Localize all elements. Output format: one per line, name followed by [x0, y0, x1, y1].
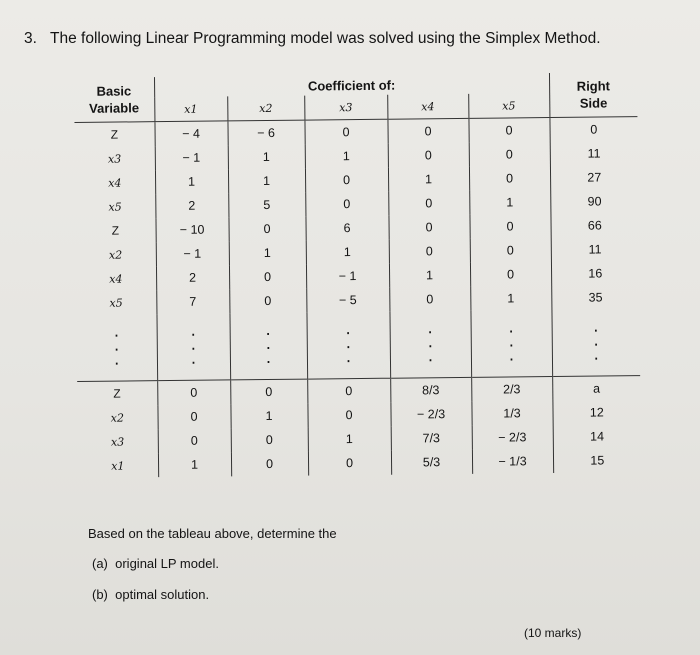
coefficient-cell: 1 — [305, 144, 388, 169]
rhs-cell: 16 — [551, 261, 639, 286]
coefficient-cell: 5 — [228, 193, 305, 218]
coefficient-cell: 7 — [156, 289, 229, 314]
coefficient-cell: 2 — [156, 265, 229, 290]
basic-variable-cell: x4 — [109, 272, 123, 286]
coefficient-cell: 1 — [228, 145, 305, 170]
coefficient-cell: 0 — [308, 451, 391, 476]
coefficient-cell: − 5 — [306, 288, 389, 313]
coefficient-cell: 0 — [231, 452, 308, 477]
coefficient-cell: 7/3 — [391, 426, 472, 451]
coefficient-cell: 5/3 — [391, 450, 472, 475]
coefficient-cell: − 2/3 — [390, 402, 471, 427]
coefficient-cell: 0 — [157, 380, 230, 405]
coefficient-cell: 2/3 — [471, 377, 552, 402]
coefficient-cell: 0 — [387, 118, 468, 143]
coefficient-cell: 1 — [389, 263, 470, 288]
ellipsis-dots: . . . — [113, 320, 120, 369]
rhs-cell: 14 — [553, 424, 641, 449]
coefficient-cell: 0 — [388, 191, 469, 216]
coefficient-cell: − 6 — [227, 120, 304, 145]
coefficient-cell: 0 — [389, 239, 470, 264]
coefficient-cell: 0 — [307, 378, 390, 403]
coefficient-of-header: Coefficient of: — [154, 73, 549, 97]
coefficient-cell: − 2/3 — [472, 425, 553, 450]
column-header-x4: x4 — [387, 94, 468, 119]
part-b-text: optimal solution. — [115, 587, 210, 602]
column-header-x5: x5 — [468, 93, 549, 118]
coefficient-cell: 1 — [388, 167, 469, 192]
coefficient-cell: 1 — [306, 240, 389, 265]
coefficient-cell: 6 — [305, 216, 388, 241]
column-header-x2: x2 — [227, 96, 304, 121]
rhs-cell: 11 — [551, 237, 639, 262]
coefficient-cell: 1 — [230, 404, 307, 429]
coefficient-cell: 0 — [469, 166, 550, 191]
rhs-cell: a — [552, 376, 640, 401]
ellipsis-row — [76, 309, 640, 381]
part-b-label: (b) — [92, 587, 108, 602]
basic-variable-cell: Z — [74, 122, 154, 147]
tableau-row — [78, 448, 641, 478]
basic-variable-cell: Z — [77, 381, 157, 406]
coefficient-cell: 1 — [469, 190, 550, 215]
simplex-tableau — [74, 72, 641, 478]
coefficient-cell: − 10 — [155, 217, 228, 242]
question-3 — [24, 30, 601, 48]
coefficient-cell: 1 — [228, 169, 305, 194]
coefficient-cell: 1 — [229, 241, 306, 266]
question-text: The following Linear Programming model was solved using the Simplex Method. — [50, 30, 601, 47]
coefficient-cell: 2 — [155, 193, 228, 218]
coefficient-cell: 1/3 — [471, 401, 552, 426]
coefficient-cell: 1 — [470, 286, 551, 311]
part-a-text: original LP model. — [115, 556, 219, 571]
ellipsis-dots: . . . — [345, 318, 352, 367]
ellipsis-dots: . . . — [508, 316, 515, 365]
coefficient-cell: − 1 — [156, 241, 229, 266]
coefficient-cell: 0 — [304, 119, 387, 144]
part-a — [92, 556, 219, 571]
basic-variable-cell: x5 — [108, 200, 122, 214]
coefficient-cell: 0 — [307, 403, 390, 428]
coefficient-cell: 8/3 — [390, 377, 471, 402]
instructions-intro: Based on the tableau above, determine the — [88, 526, 337, 541]
coefficient-cell: 1 — [308, 427, 391, 452]
coefficient-cell: 0 — [231, 428, 308, 453]
column-header-x1: x1 — [154, 96, 227, 121]
ellipsis-dots: . . . — [265, 318, 272, 368]
coefficient-cell: − 4 — [154, 121, 227, 146]
coefficient-cell: 0 — [305, 192, 388, 217]
coefficient-cell: 0 — [229, 289, 306, 314]
coefficient-cell: 0 — [469, 214, 550, 239]
coefficient-cell: 0 — [305, 168, 388, 193]
coefficient-cell: 0 — [470, 238, 551, 263]
rhs-cell: 15 — [553, 448, 641, 473]
basic-variable-cell: x3 — [110, 434, 125, 449]
coefficient-cell: 0 — [157, 404, 230, 429]
basic-variable-cell: x2 — [110, 410, 124, 425]
coefficient-cell: 0 — [469, 142, 550, 167]
basic-variable-cell: x4 — [108, 176, 122, 190]
coefficient-cell: 1 — [155, 169, 228, 194]
coefficient-cell: − 1 — [306, 264, 389, 289]
rhs-cell: 0 — [549, 117, 637, 142]
ellipsis-dots: . . . — [427, 317, 434, 366]
part-b — [92, 587, 209, 602]
coefficient-cell: 0 — [388, 215, 469, 240]
ellipsis-dots: . . . — [190, 319, 197, 368]
coefficient-cell: 0 — [468, 118, 549, 143]
coefficient-cell: − 1/3 — [472, 449, 553, 474]
coefficient-cell: 0 — [470, 262, 551, 287]
coefficient-cell: 0 — [389, 287, 470, 312]
coefficient-cell: 1 — [158, 452, 231, 477]
basic-variable-cell: x1 — [111, 458, 125, 473]
part-a-label: (a) — [92, 556, 108, 571]
coefficient-cell: − 1 — [155, 145, 228, 170]
rhs-cell: 11 — [550, 141, 638, 166]
basic-variable-header: Basic Variable — [89, 83, 140, 116]
rhs-cell: 66 — [550, 213, 638, 238]
coefficient-cell: 0 — [230, 379, 307, 404]
coefficient-cell: 0 — [228, 217, 305, 242]
column-header-x3: x3 — [304, 95, 387, 120]
basic-variable-cell: x5 — [109, 296, 123, 310]
basic-variable-cell: Z — [111, 223, 120, 238]
right-side-header: Right Side — [549, 72, 637, 117]
rhs-cell: 12 — [552, 400, 640, 425]
ellipsis-dots: . . . — [593, 315, 599, 364]
rhs-cell: 27 — [550, 165, 638, 190]
basic-variable-cell: x3 — [107, 152, 122, 166]
coefficient-cell: 0 — [158, 428, 231, 453]
rhs-cell: 35 — [551, 285, 639, 310]
coefficient-cell: 0 — [229, 265, 306, 290]
question-number: 3. — [24, 30, 37, 47]
marks-label: (10 marks) — [524, 626, 582, 640]
basic-variable-cell: x2 — [108, 248, 123, 262]
coefficient-cell: 0 — [388, 143, 469, 168]
rhs-cell: 90 — [550, 189, 638, 214]
